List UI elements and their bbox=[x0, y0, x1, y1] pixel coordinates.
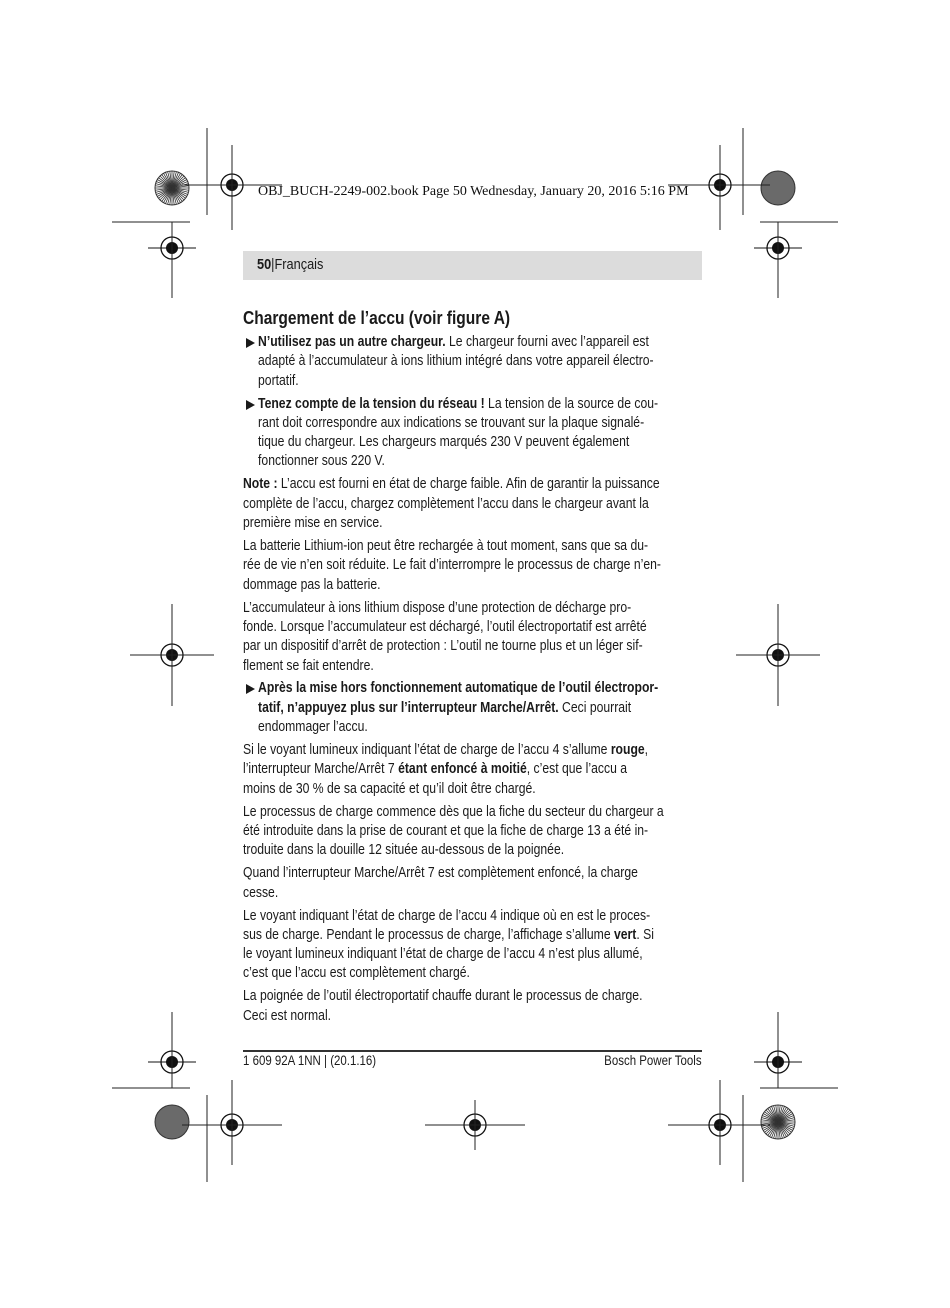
text: flement se fait entendre. bbox=[243, 657, 374, 674]
text: portatif. bbox=[258, 372, 299, 389]
footer-doc-number: 1 609 92A 1NN | (20.1.16) bbox=[243, 1053, 377, 1068]
text: rée de vie n’en soit réduite. Le fait d’interrompre le processus de charge n’en- bbox=[243, 557, 661, 574]
text: Quand l’interrupteur Marche/Arrêt 7 est complètement enfoncé, la charge bbox=[243, 865, 638, 882]
text: La tension de la source de cou- bbox=[484, 395, 659, 412]
paragraph bbox=[243, 741, 703, 799]
text-line bbox=[243, 495, 649, 514]
text: Le chargeur fourni avec l’appareil est bbox=[445, 334, 649, 350]
text-line bbox=[243, 333, 649, 352]
paragraph bbox=[243, 599, 703, 676]
text-line bbox=[243, 822, 649, 841]
bold-text: Après la mise hors fonctionnement automatique de l’outil électropor- bbox=[258, 680, 659, 697]
paragraph bbox=[243, 907, 703, 984]
text: cesse. bbox=[243, 884, 279, 901]
text: La batterie Lithium-ion peut être rechargée à tout moment, sans que sa du- bbox=[243, 538, 649, 555]
header-language: Français bbox=[274, 256, 324, 273]
text: La poignée de l’outil électroportatif chauffe durant le processus de charge. bbox=[243, 988, 643, 1005]
text-line bbox=[243, 395, 659, 414]
text: fonde. Lorsque l’accumulateur est déchargé, l’outil électroportatif est arrêté bbox=[243, 618, 647, 635]
bullet-item bbox=[243, 679, 703, 737]
text: par un dispositif d’arrêt de protection : L’outil ne tourne plus et un léger sif- bbox=[243, 638, 643, 655]
text-line bbox=[243, 803, 664, 822]
text-line bbox=[243, 414, 645, 433]
text: L’accumulateur à ions lithium dispose d’une protection de décharge pro- bbox=[243, 599, 632, 616]
text-line bbox=[243, 760, 627, 779]
text: rant doit correspondre aux indications se trouvant sur la plaque signalé- bbox=[258, 414, 645, 431]
text-line bbox=[243, 699, 632, 718]
text-line bbox=[243, 556, 661, 575]
text-line bbox=[243, 537, 649, 556]
bold-text: N’utilisez pas un autre chargeur. bbox=[258, 334, 446, 350]
gray-target-icon bbox=[155, 1105, 189, 1139]
text: première mise en service. bbox=[243, 515, 383, 532]
text-line bbox=[243, 514, 627, 533]
text: été introduite dans la prise de courant et que la fiche de charge 13 a été in- bbox=[243, 822, 649, 839]
text: . Si bbox=[636, 926, 654, 943]
text-line bbox=[243, 576, 627, 595]
paragraph bbox=[243, 803, 703, 861]
text: , bbox=[644, 742, 649, 759]
text-line bbox=[243, 433, 630, 452]
footer-brand: Bosch Power Tools bbox=[604, 1053, 702, 1068]
text-line bbox=[243, 884, 627, 903]
paragraph bbox=[243, 987, 703, 1026]
bold-text: Tenez compte de la tension du réseau ! bbox=[258, 395, 485, 412]
page-number: 50 bbox=[257, 256, 272, 273]
text-line bbox=[243, 637, 643, 656]
text-line bbox=[243, 618, 647, 637]
text: Ceci est normal. bbox=[243, 1007, 332, 1024]
text-line bbox=[243, 718, 627, 737]
bold-text: Note : bbox=[243, 476, 278, 493]
text: adapté à l’accumulateur à ions lithium intégré dans votre appareil électro- bbox=[258, 353, 654, 370]
text-line bbox=[243, 926, 654, 945]
page-header bbox=[257, 256, 323, 273]
text: Le voyant indiquant l’état de charge de l’accu 4 indique où en est le proces- bbox=[243, 907, 651, 924]
text: Si le voyant lumineux indiquant l’état de charge de l’accu 4 s’allume bbox=[243, 742, 611, 759]
text: Ceci pourrait bbox=[558, 699, 632, 716]
text-line bbox=[243, 372, 627, 391]
bullet-item bbox=[243, 333, 703, 391]
text: L’accu est fourni en état de charge faible. Afin de garantir la puissance bbox=[277, 476, 660, 493]
body-text bbox=[243, 333, 703, 1030]
text-line bbox=[243, 679, 659, 698]
text: moins de 30 % de sa capacité et qu’il doit être chargé. bbox=[243, 780, 536, 797]
text-line bbox=[243, 964, 627, 983]
print-slug: OBJ_BUCH-2249-002.book Page 50 Wednesday, January 20, 2016 5:16 PM bbox=[258, 184, 689, 199]
text: tique du chargeur. Les chargeurs marqués 230 V peuvent également bbox=[258, 434, 630, 451]
text: fonctionner sous 220 V. bbox=[258, 453, 385, 470]
text-line bbox=[243, 475, 660, 494]
text-line bbox=[243, 452, 627, 471]
text: Le processus de charge commence dès que la fiche du secteur du chargeur a bbox=[243, 803, 664, 820]
text: troduite dans la douille 12 située au-dessous de la poignée. bbox=[243, 842, 565, 859]
text: endommager l’accu. bbox=[258, 719, 368, 736]
starburst-target-icon bbox=[155, 171, 189, 205]
bullet-item bbox=[243, 395, 703, 472]
text-line bbox=[243, 945, 643, 964]
text-line bbox=[243, 1007, 627, 1026]
footer-rule bbox=[243, 1050, 702, 1052]
starburst-target-icon bbox=[761, 1105, 795, 1139]
bold-text: tatif, n’appuyez plus sur l’interrupteur Marche/Arrêt. bbox=[258, 699, 559, 716]
text-line bbox=[243, 841, 627, 860]
bold-text: étant enfoncé à moitié bbox=[398, 761, 527, 778]
text: le voyant lumineux indiquant l’état de charge de l’accu 4 n’est plus allumé, bbox=[243, 946, 643, 963]
text-line bbox=[243, 657, 627, 676]
text-line bbox=[243, 352, 654, 371]
paragraph bbox=[243, 864, 703, 903]
text-line bbox=[243, 599, 632, 618]
gray-target-icon bbox=[761, 171, 795, 205]
text-line bbox=[243, 780, 627, 799]
text-line bbox=[243, 907, 651, 926]
section-heading: Chargement de l’accu (voir figure A) bbox=[243, 307, 511, 328]
text: sus de charge. Pendant le processus de charge, l’affichage s’allume bbox=[243, 926, 615, 943]
text-line bbox=[243, 741, 649, 760]
text-line bbox=[243, 864, 638, 883]
text: complète de l’accu, chargez complètement l’accu dans le chargeur avant la bbox=[243, 495, 649, 512]
header-separator: | bbox=[271, 256, 275, 273]
paragraph bbox=[243, 537, 703, 595]
text: , c’est que l’accu a bbox=[526, 761, 628, 778]
text-line bbox=[243, 987, 643, 1006]
text: dommage pas la batterie. bbox=[243, 576, 381, 593]
text: l’interrupteur Marche/Arrêt 7 bbox=[243, 761, 399, 778]
paragraph bbox=[243, 475, 703, 533]
bold-text: vert bbox=[614, 926, 637, 943]
text: c’est que l’accu est complètement chargé. bbox=[243, 965, 470, 982]
bold-text: rouge bbox=[610, 742, 645, 759]
